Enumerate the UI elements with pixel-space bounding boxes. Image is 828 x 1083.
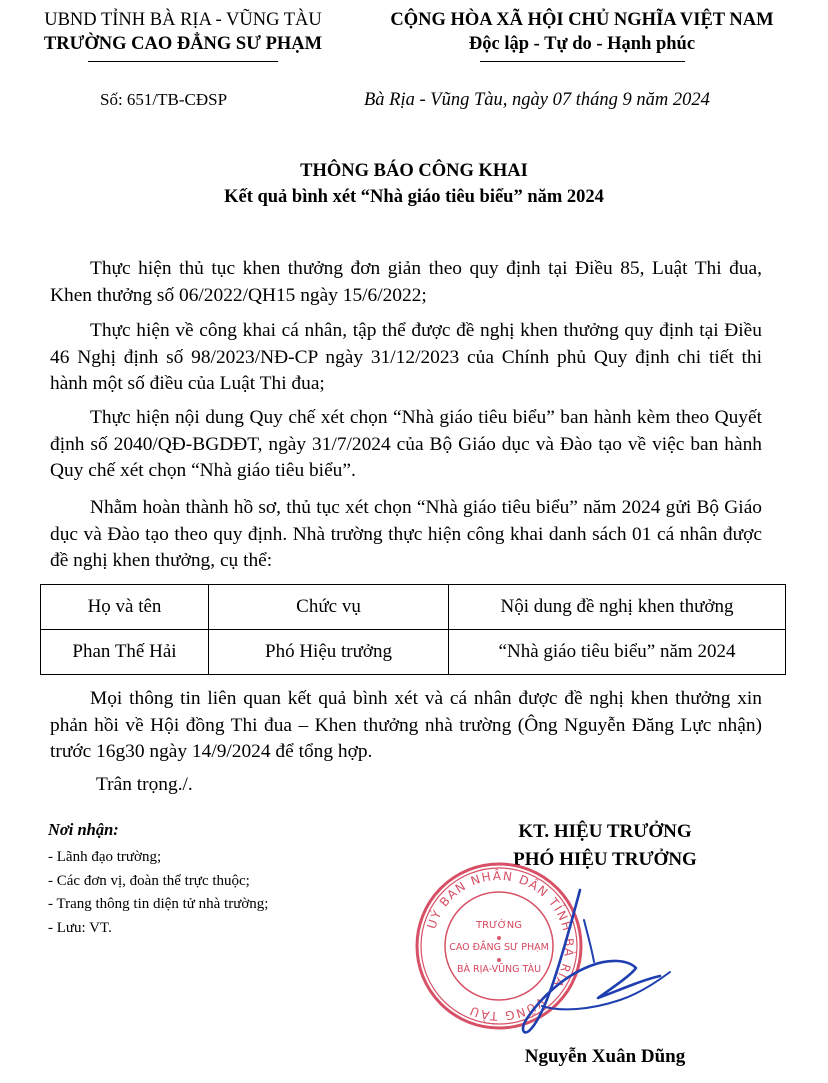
seal-ring-text: UỶ BAN NHÂN DÂN TỈNH BÀ RỊA - VŨNG TÀU	[424, 868, 577, 1024]
signer-title-line2: PHÓ HIỆU TRƯỞNG	[513, 849, 697, 870]
column-header-award: Nội dung đề nghị khen thưởng	[449, 585, 786, 630]
table-header-row	[41, 585, 786, 630]
header-left-underline	[88, 61, 278, 62]
table-row	[41, 630, 786, 675]
list-item: - Lãnh đạo trường;	[48, 849, 162, 865]
national-motto: Độc lập - Tự do - Hạnh phúc	[468, 34, 696, 54]
issuing-authority	[18, 8, 348, 56]
cell-position: Phó Hiệu trưởng	[209, 630, 449, 675]
cell-name: Phan Thế Hải	[41, 630, 209, 675]
nominee-table	[40, 584, 786, 675]
signer-title-line1: KT. HIỆU TRƯỞNG	[518, 821, 692, 842]
national-heading	[352, 8, 812, 56]
paragraph-3: Thực hiện nội dung Quy chế xét chọn “Nhà giáo tiêu biểu” ban hành kèm theo Quyết định số 2040/QĐ-BGDĐT, ngày 31/7/2024 của Bộ Giáo dục và Đào tạo về việc ban hành Quy chế xét chọn “Nhà giáo tiêu biểu”.	[50, 407, 762, 481]
recipients-title: Nơi nhận:	[48, 820, 119, 839]
list-item: - Lưu: VT.	[48, 919, 112, 936]
signer-name: Nguyễn Xuân Dũng	[524, 1046, 686, 1067]
issuing-province: UBND TỈNH BÀ RỊA - VŨNG TÀU	[44, 10, 322, 30]
list-item: - Trang thông tin diện tử nhà trường;	[48, 896, 269, 912]
national-name: CỘNG HÒA XÃ HỘI CHỦ NGHĨA VIỆT NAM	[390, 10, 774, 30]
closing-line: Trân trọng./.	[96, 774, 193, 795]
cell-award: “Nhà giáo tiêu biểu” năm 2024	[449, 630, 786, 675]
seal-line-2: CAO ĐẲNG SƯ PHẠM	[449, 942, 549, 953]
paragraph-5: Mọi thông tin liên quan kết quả bình xét và cá nhân được đề nghị khen thưởng xin phản hồi về Hội đồng Thi đua – Khen thưởng nhà trường (Ông Nguyễn Đăng Lực nhận) trước 16g30 ngày 14/9/2024 để tổng hợp.	[50, 688, 762, 762]
place-date: Bà Rịa - Vũng Tàu, ngày 07 tháng 9 năm 2024	[364, 90, 710, 110]
handwritten-signature	[480, 880, 680, 1050]
paragraph-2: Thực hiện về công khai cá nhân, tập thể được đề nghị khen thưởng quy định tại Điều 46 Nghị định số 98/2023/NĐ-CP ngày 31/12/2023 của Chính phủ Quy định chi tiết thi hành một số điều của Luật Thi đua;	[50, 320, 762, 394]
seal-line-3: BÀ RỊA-VŨNG TÀU	[456, 964, 542, 975]
paragraph-1: Thực hiện thủ tục khen thưởng đơn giản theo quy định tại Điều 85, Luật Thi đua, Khen thưởng số 06/2022/QH15 ngày 15/6/2022;	[50, 258, 762, 306]
header-right-underline	[480, 61, 685, 62]
document-number: Số: 651/TB-CĐSP	[100, 90, 228, 109]
issuing-school: TRƯỜNG CAO ĐẲNG SƯ PHẠM	[43, 34, 323, 54]
document-title: THÔNG BÁO CÔNG KHAI	[300, 161, 528, 181]
seal-line-1: TRƯỜNG	[476, 920, 522, 931]
column-header-position: Chức vụ	[209, 585, 449, 630]
paragraph-4: Nhằm hoàn thành hồ sơ, thủ tục xét chọn “Nhà giáo tiêu biểu” năm 2024 gửi Bộ Giáo dục và Đào tạo theo quy định. Nhà trường thực hiện công khai danh sách 01 cá nhân được đề nghị khen thưởng, cụ thể:	[50, 497, 762, 571]
column-header-name: Họ và tên	[41, 585, 209, 630]
document-subtitle: Kết quả bình xét “Nhà giáo tiêu biểu” năm 2024	[224, 187, 604, 207]
list-item: - Các đơn vị, đoàn thể trực thuộc;	[48, 872, 250, 889]
recipients-list	[48, 846, 268, 940]
